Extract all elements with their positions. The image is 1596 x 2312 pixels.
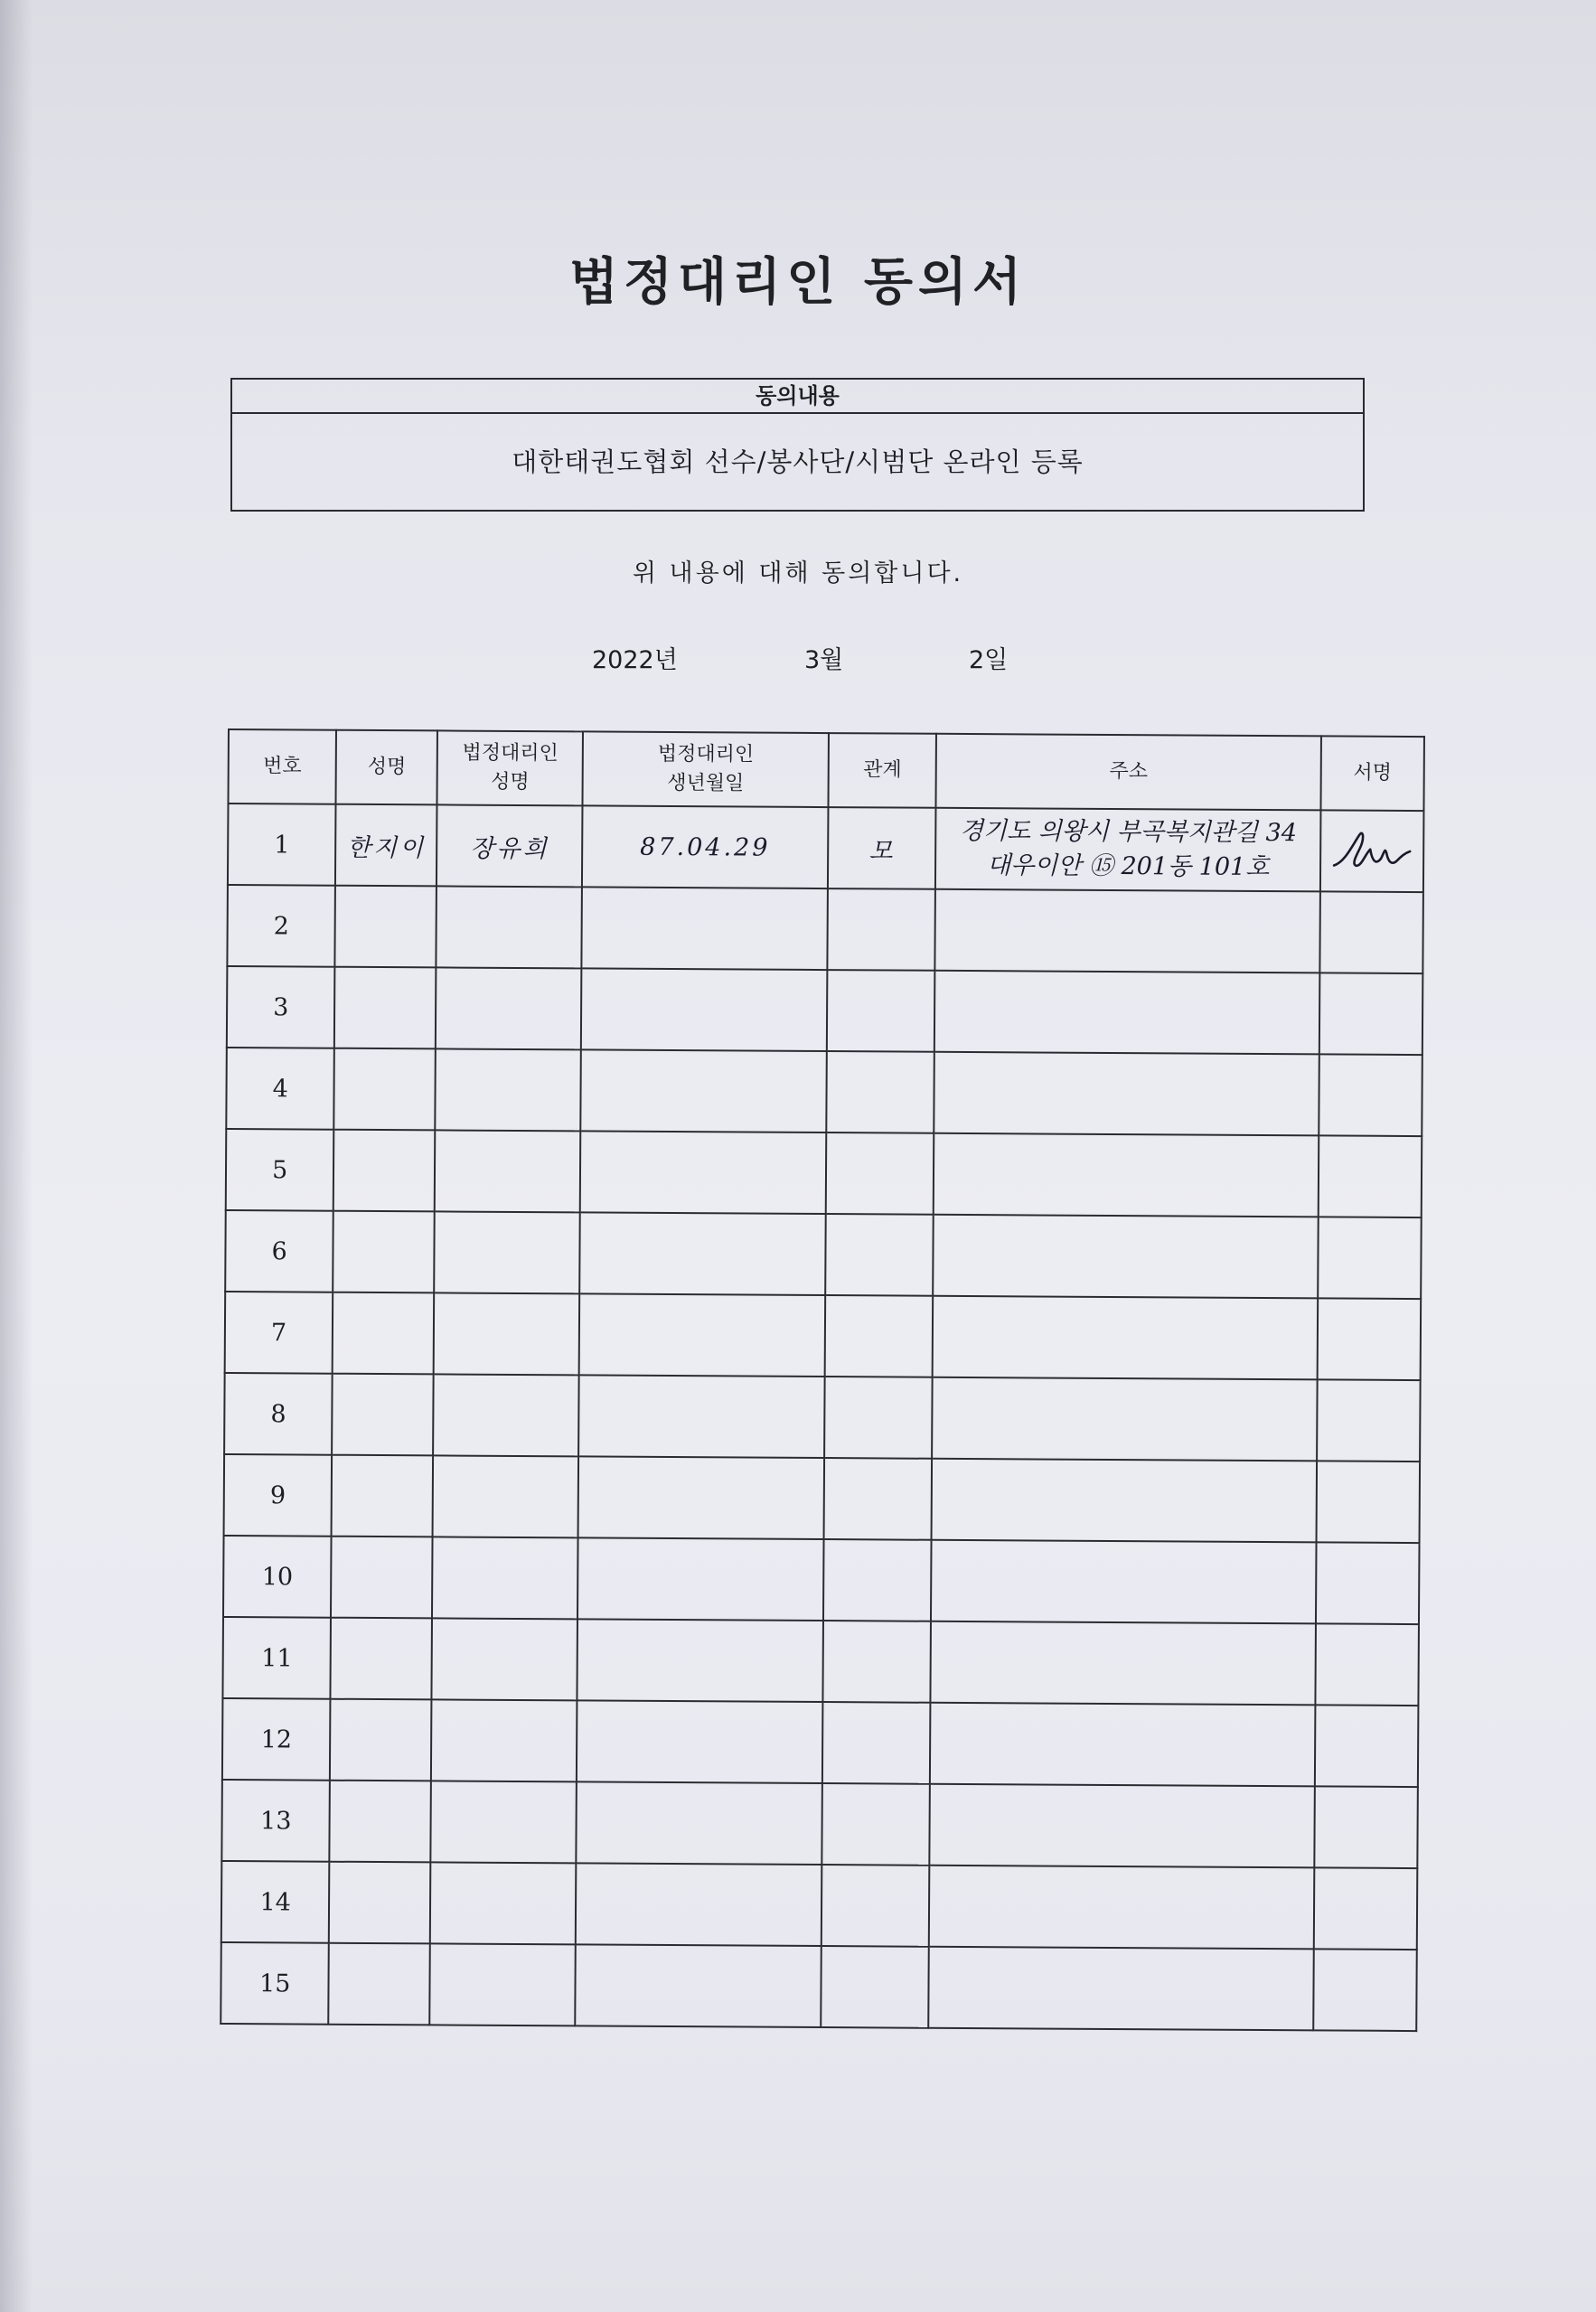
table-row: [224, 1454, 1421, 1543]
row-number: 9: [224, 1454, 333, 1537]
row-number: 11: [222, 1617, 331, 1699]
address: [935, 808, 1320, 892]
table-row: [226, 1048, 1422, 1136]
header-name: 성명: [336, 730, 438, 805]
guardian-birth: 87.04.29: [582, 805, 828, 888]
agreement-statement: 위 내용에 대해 동의합니다.: [632, 559, 964, 587]
table-row: [224, 1373, 1421, 1461]
header-address: 주소: [936, 734, 1321, 811]
table-row: [222, 1617, 1419, 1706]
row-number: 8: [224, 1373, 333, 1455]
header-relation: 관계: [829, 733, 937, 808]
table-row: [221, 1780, 1418, 1868]
document-title: 법정대리인 동의서: [568, 253, 1028, 312]
row-number: 1: [228, 804, 336, 886]
row-number: 13: [221, 1780, 330, 1862]
date-day: 2일: [969, 646, 1009, 674]
address-line1: 경기도 의왕시 부곡복지관길 34: [959, 816, 1298, 848]
header-guardian-birth: [583, 731, 829, 807]
row-number: 5: [226, 1129, 334, 1211]
header-guardian-birth-line2: 생년월일: [667, 771, 745, 795]
row-number: 4: [226, 1048, 334, 1130]
row-number: 3: [227, 966, 335, 1048]
table-header-row: [228, 729, 1423, 811]
row-number: 12: [222, 1698, 331, 1781]
signature-cell: [1320, 810, 1424, 892]
table-row: [226, 1129, 1422, 1217]
paper-edge-shadow: [0, 0, 33, 2312]
table-row: [221, 1942, 1417, 2031]
consent-header: 동의내용: [232, 380, 1363, 414]
row-number: 7: [225, 1292, 333, 1374]
participant-name: 한지이: [335, 804, 437, 887]
row-number: 10: [223, 1536, 332, 1618]
guardian-name: 장유희: [437, 804, 582, 887]
table-row: [228, 804, 1424, 892]
header-guardian-name: [437, 730, 583, 805]
consent-content: 대한태권도협회 선수/봉사단/시범단 온라인 등록: [512, 446, 1084, 477]
consent-box: [230, 378, 1365, 512]
table-row: [227, 966, 1423, 1055]
table-row: [225, 1210, 1422, 1299]
table-row: [222, 1698, 1419, 1787]
header-guardian-birth-line1: 법정대리인: [657, 742, 755, 766]
row-number: 2: [227, 885, 335, 967]
date-month: 3월: [804, 646, 844, 674]
date-year: 2022년: [592, 646, 678, 674]
row-number: 6: [225, 1210, 333, 1292]
table-row: [221, 1861, 1418, 1950]
header-guardian-name-line1: 법정대리인: [462, 741, 559, 766]
table-row: [223, 1536, 1420, 1624]
row-number: 14: [221, 1861, 330, 1943]
table-row: [225, 1292, 1422, 1380]
address-line2: 대우이안 ⑮ 201동 101호: [986, 851, 1270, 882]
header-guardian-name-line2: 성명: [491, 770, 530, 794]
header-signature: 서명: [1320, 736, 1424, 811]
handwritten-signature-icon: [1328, 825, 1415, 877]
table-row: [227, 885, 1423, 973]
relation: 모: [828, 807, 936, 889]
guardian-table: [220, 728, 1425, 2032]
header-number: 번호: [228, 729, 336, 804]
row-number: 15: [221, 1942, 329, 2025]
